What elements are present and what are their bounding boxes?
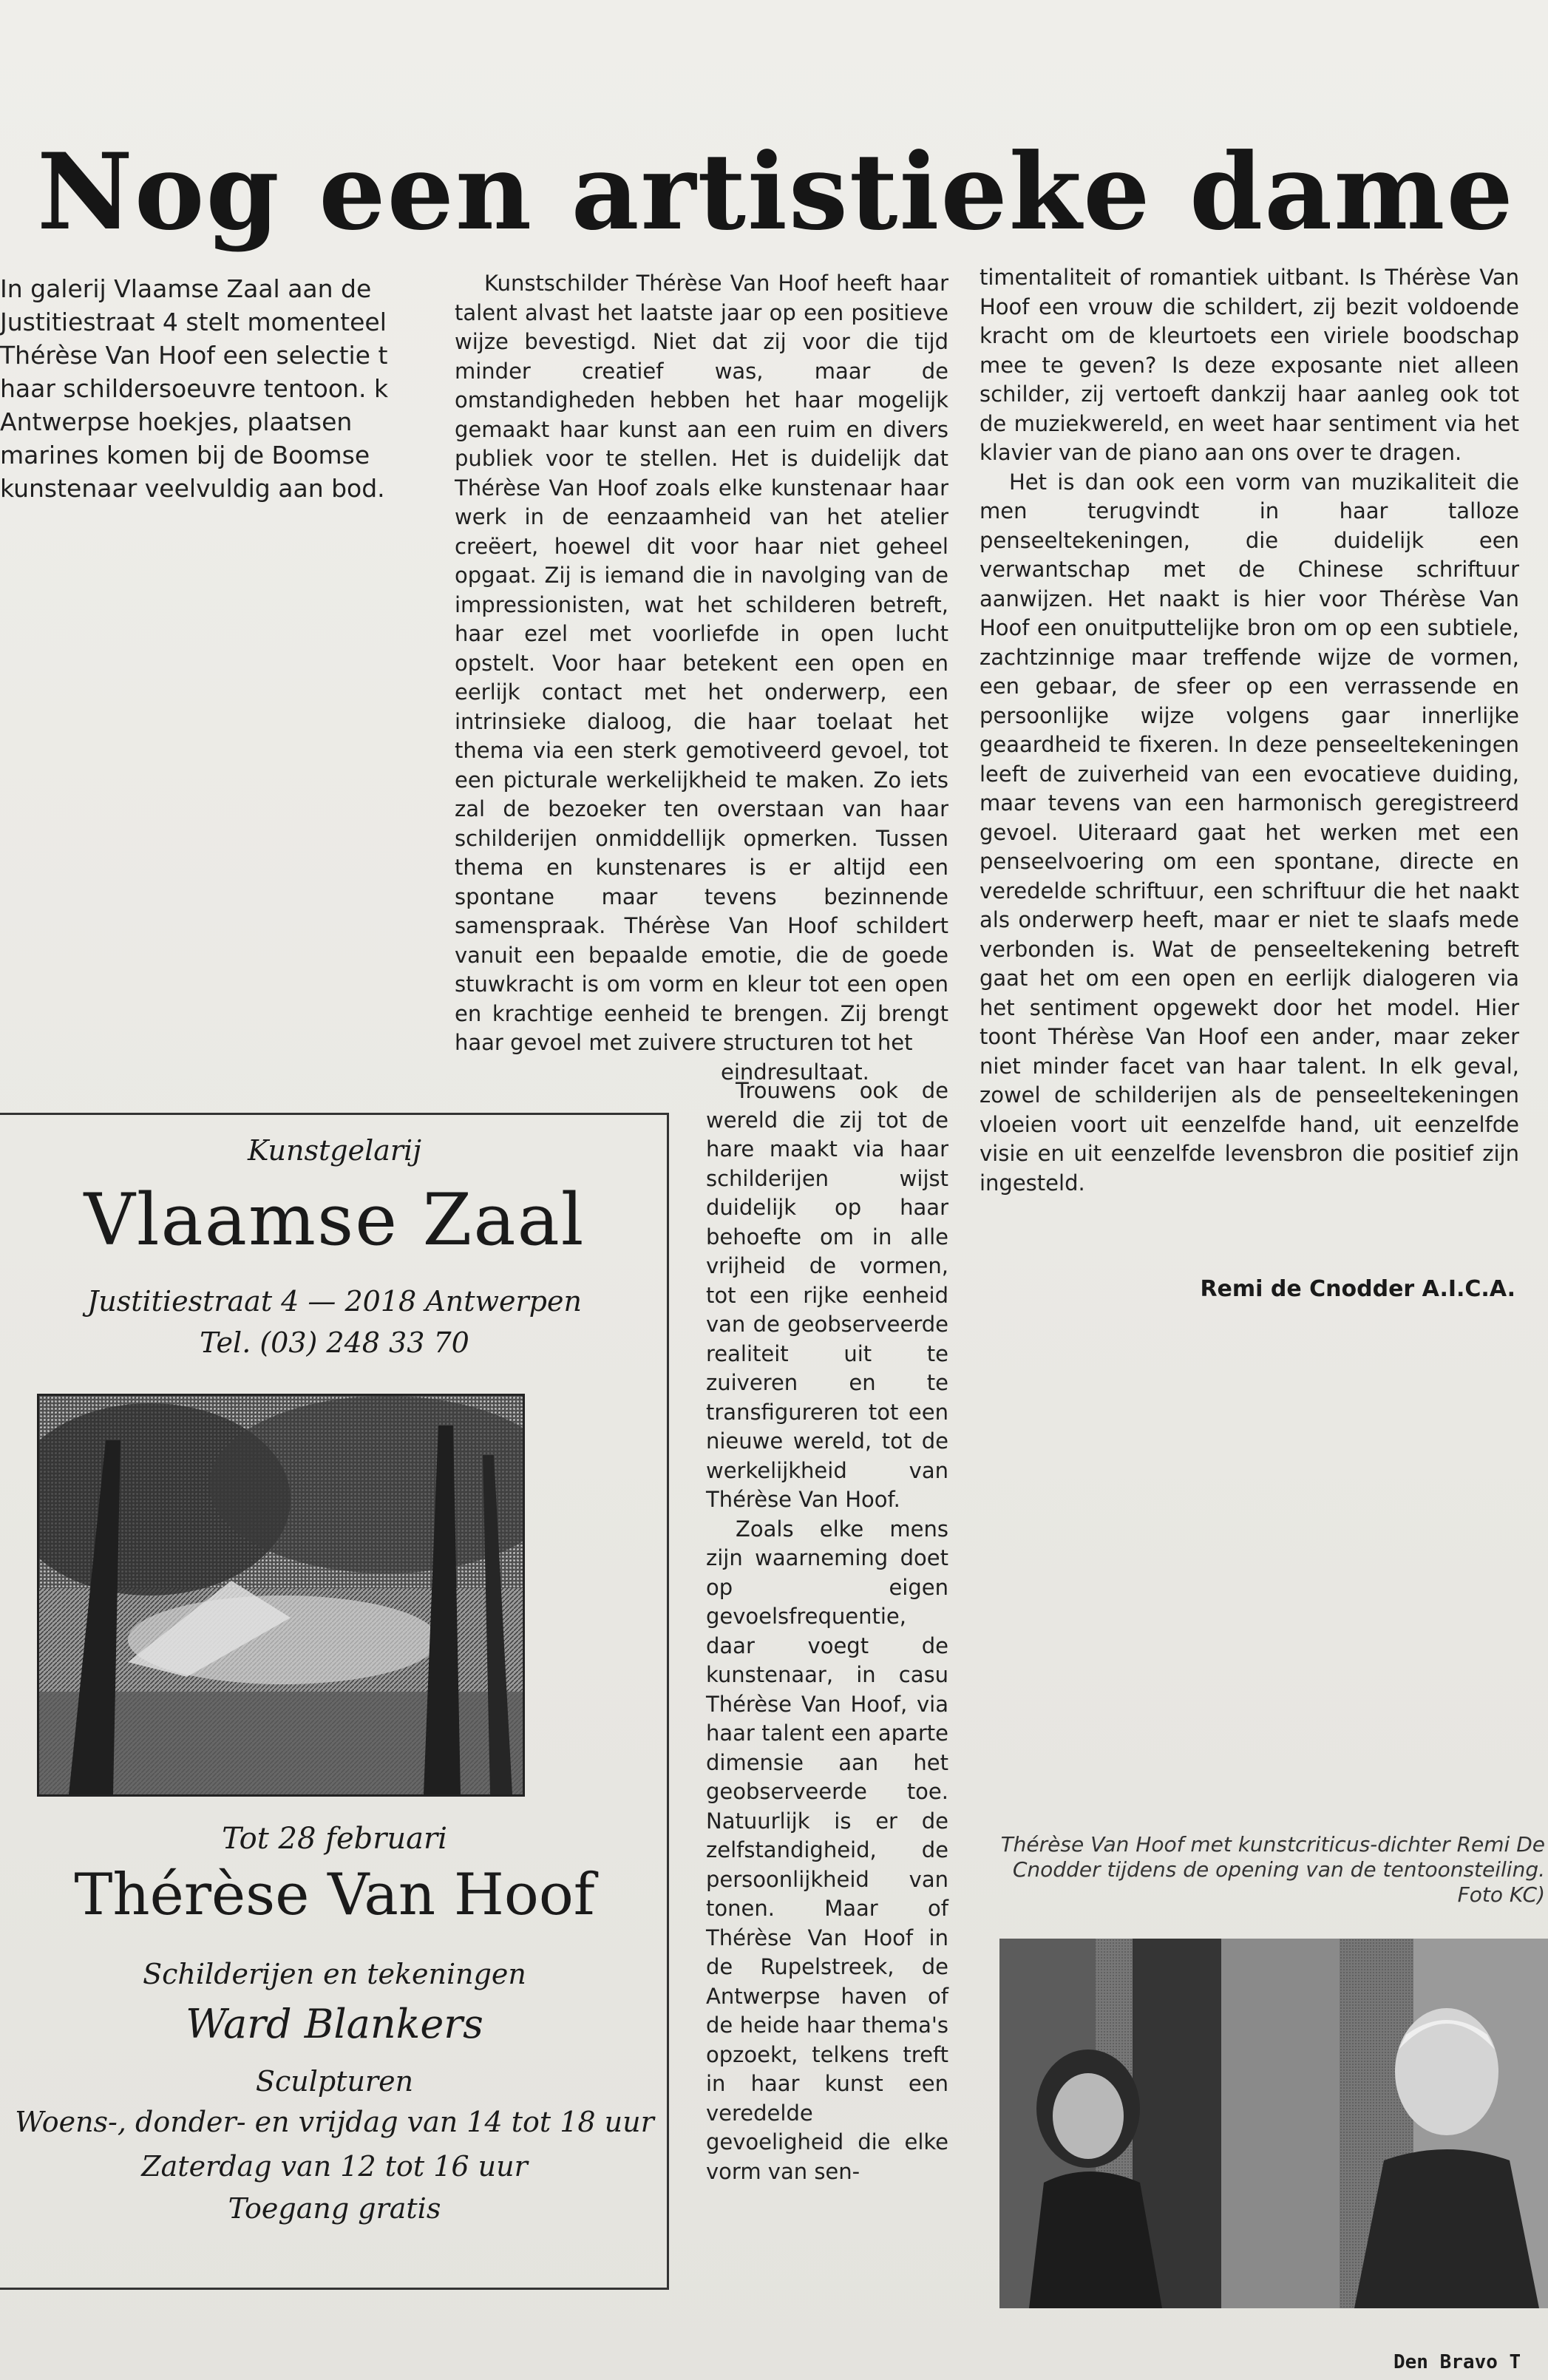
ad-kicker: Kunstgelarij bbox=[248, 1134, 421, 1167]
column-2-paragraph-3: Zoals elke mens zijn waarneming doet op eigen gevoelsfrequentie, daar voegt de kunstenaar, in casu Thérèse Van Hoof, via haar talent een aparte dimensie aan het geobserveerde toe. Natuurlijk is er de zelfstandigheid, de persoonlijkheid van tonen. Maar of Thérèse Van Hoof in de Rupelstreek, de Antwerpse haven of de heide haar thema's opzoekt, telkens treft in haar kunst een veredelde gevoeligheid die elke vorm van sen- bbox=[706, 1516, 948, 2184]
publication-footer: Den Bravo T bbox=[1393, 2351, 1521, 2373]
people-photo bbox=[999, 1939, 1548, 2308]
ad-gallery-name: Vlaamse Zaal bbox=[84, 1179, 585, 1261]
article-column-2-narrow bbox=[706, 1077, 948, 2186]
ad-artist-1: Thérèse Van Hoof bbox=[74, 1862, 595, 1928]
column-2-paragraph-2: Trouwens ook de wereld die zij tot de hare maakt via haar schilderijen wijst duidelijk op haar behoefte om in alle vrijheid de vormen, tot een rijke eenheid van de geobserveerde realiteit uit te zuiveren en te transfigureren tot een nieuwe wereld, tot de werkelijkheid van Thérèse Van Hoof. bbox=[706, 1078, 948, 1512]
intro-paragraph: In galerij Vlaamse Zaal aan de Justitiestraat 4 stelt momenteel Thérèse Van Hoof een selectie t haar schildersoeuvre tentoon. k Antwerpse hoekjes, plaatsen marines komen bij de Boomse kunstenaar veelvuldig aan bod. bbox=[0, 274, 389, 503]
column-3-paragraph-2: Het is dan ook een vorm van muzikaliteit die men terugvindt in haar talloze penseeltekeningen, die duidelijk een verwantschap met de Chinese schriftuur aanwijzen. Het naakt is hier voor Thérèse Van Hoof een onuitputtelijke bron om op een subtiele, zachtzinnige maar treffende wijze de vormen, een gebaar, de sfeer op een verrassende en persoonlijke wijze volgens gaar innerlijke geaardheid te fixeren. In deze penseeltekeningen leeft de zuiverheid van een evocatieve duiding, maar tevens van een harmonisch geregistreerd gevoel. Uiteraard gaat het werken met een penseelvoering om een spontane, directe en veredelde schriftuur, een schriftuur die het naakt als onderwerp heeft, maar er niet te slaafs mede verbonden is. Wat de penseeltekening betreft gaat het om een open en eerlijk dialogeren via het sentiment opgewekt door het model. Hier toont Thérèse Van Hoof een ander, maar zeker niet minder facet van haar talent. In elk geval, zowel de schilderijen als de penseeltekeningen vloeien voort uit eenzelfde hand, uit eenzelfde visie en uit eenzelfde levensbron die positief zijn ingesteld. bbox=[980, 469, 1519, 1196]
ad-hours-saturday: Zaterdag van 12 tot 16 uur bbox=[141, 2150, 528, 2183]
article-byline: Remi de Cnodder A.I.C.A. bbox=[1200, 1276, 1515, 1302]
ad-artist-2: Ward Blankers bbox=[186, 2001, 483, 2047]
article-column-3 bbox=[980, 263, 1519, 1198]
landscape-drawing bbox=[39, 1396, 523, 1794]
article-headline: Nog een artistieke dame bbox=[37, 131, 1515, 254]
ad-landscape-illustration bbox=[37, 1394, 525, 1797]
ad-address: Justitiestraat 4 — 2018 Antwerpen bbox=[87, 1285, 582, 1318]
column-3-paragraph-1: timentaliteit of romantiek uitbant. Is Thérèse Van Hoof een vrouw die schildert, zij bezit voldoende kracht om de kleurtoets een viriele boodschap mee te geven? Is deze exposante niet alleen schilder, zij vertoeft dankzij haar aanleg ook tot de muziekwereld, en weet haar sentiment via het klavier van de piano aan ons over te dragen. bbox=[980, 265, 1519, 465]
article-intro bbox=[0, 272, 429, 505]
ad-artist-2-work: Sculpturen bbox=[255, 2065, 414, 2098]
column-2-paragraph-1-end: eindresultaat. bbox=[721, 1059, 869, 1085]
ad-artist-1-work: Schilderijen en tekeningen bbox=[143, 1958, 526, 1990]
ad-phone: Tel. (03) 248 33 70 bbox=[200, 1326, 469, 1359]
ad-hours-weekdays: Woens-, donder- en vrijdag van 14 tot 18 uur bbox=[15, 2106, 654, 2138]
article-column-2 bbox=[455, 269, 948, 1087]
column-2-paragraph-1: Kunstschilder Thérèse Van Hoof heeft haar talent alvast het laatste jaar op een positieve wijze bevestigd. Niet dat zij voor die tijd minder creatief was, maar de omstandigheden hebben het haar mogelijk gemaakt haar kunst aan een ruim en divers publiek voor te stellen. Het is duidelijk dat Thérèse Van Hoof zoals elke kunstenaar haar werk in de eenzaamheid van het atelier creëert, hoewel dit voor haar niet geheel opgaat. Zij is iemand die in navolging van de impressionisten, wat het schilderen betreft, haar ezel met voorliefde in open lucht opstelt. Voor haar betekent een open en eerlijk contact met het onderwerp, een intrinsieke dialoog, die haar toelaat het thema via een sterk gemotiveerd gevoel, tot een picturale werkelijkheid te maken. Zo iets zal de bezoeker ten overstaan van haar schilderijen onmiddellijk opmerken. Tussen thema en kunstenares is er altijd een spontane maar tevens bezinnende samenspraak. Thérèse Van Hoof schildert vanuit een bepaalde emotie, die de goede stuwkracht is om vorm en kleur tot een open en krachtige eenheid te brengen. Zij brengt haar gevoel met zuivere structuren tot het bbox=[455, 271, 948, 1055]
ad-entry: Toegang gratis bbox=[228, 2192, 441, 2225]
opening-photo bbox=[999, 1939, 1548, 2308]
gallery-advertisement bbox=[0, 1113, 669, 2290]
photo-caption: Thérèse Van Hoof met kunstcriticus-dichter Remi De Cnodder tijdens de opening van de tentoonsteiling. Foto KC) bbox=[1000, 1832, 1545, 1907]
ad-date: Tot 28 februari bbox=[222, 1822, 447, 1856]
